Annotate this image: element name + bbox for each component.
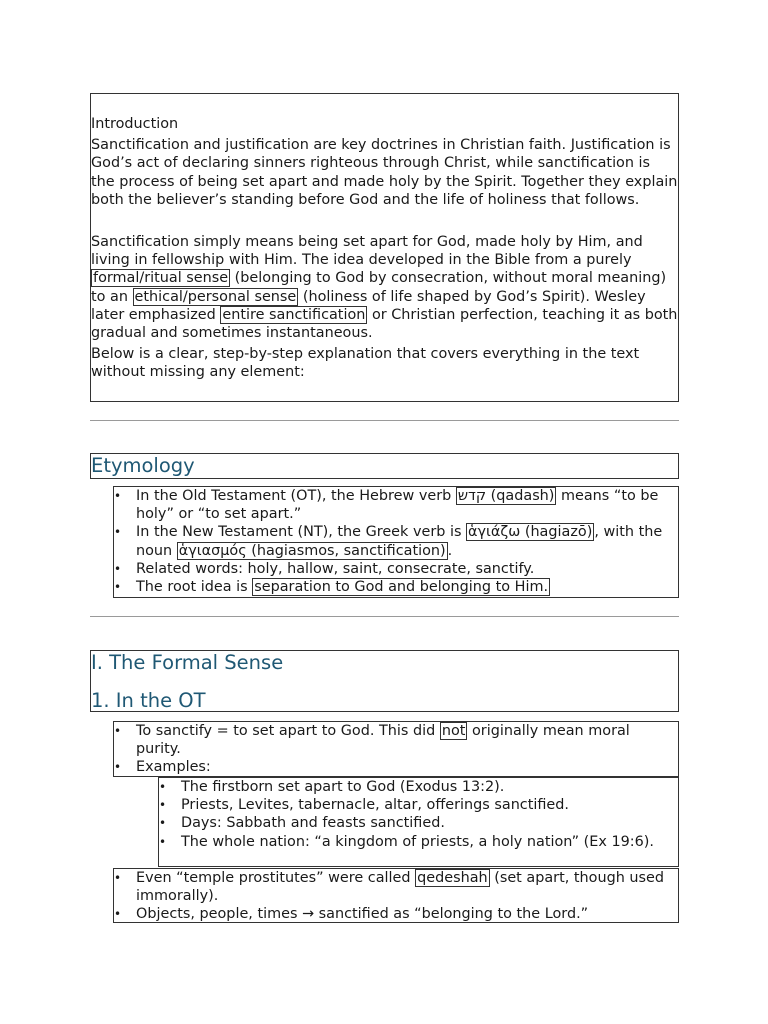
list-item: • Days: Sabbath and feasts sanctified. — [159, 814, 678, 832]
etymology-heading-box — [90, 453, 679, 479]
intro-paragraph-2: Sanctification simply means being set apart for God, made holy by Him, and living in fellowship with Him. The idea developed in the Bible from a purely formal/ritual sense (belonging to God by consecration, without moral meaning) to an ethical/personal sense (holiness of life shaped by God’s Spirit). Wesley later emphasized entire sanctification or Christian perfection, teaching it as both gradual and sometimes instantaneous. — [91, 234, 678, 342]
examples-list — [159, 778, 678, 851]
list-item: • Even “temple prostitutes” were called qedeshah (set apart, though used immorally). — [114, 869, 678, 905]
formal-list-box-2 — [113, 868, 679, 923]
list-item: • In the New Testament (NT), the Greek verb is ἁγιάζω (hagiazō) , with the noun ἁγιασμός (hagiasmos, sanctification) . — [114, 523, 678, 559]
list-item: • Priests, Levites, tabernacle, altar, offerings sanctified. — [159, 796, 678, 814]
etymology-heading: Etymology — [91, 454, 195, 477]
highlight-qadash: קדש (qadash) — [457, 488, 555, 504]
highlight-formal-ritual: formal/ritual sense — [93, 270, 229, 287]
etymology-list-box — [113, 486, 679, 598]
formal-list — [114, 722, 678, 777]
list-item: • Examples: — [114, 758, 678, 776]
intro-paragraph-1: Sanctification and justification are key doctrines in Christian faith. Justification is God’s act of declaring sinners righteous through Christ, while sanctification is the process of being set apart and made holy by the Spirit. Together they explain both the believer’s standing before God and the life of holiness that follows. — [91, 137, 678, 208]
formal-sense-heading-box — [90, 650, 679, 712]
list-item: • The whole nation: “a kingdom of priests, a holy nation” (Ex 19:6). — [159, 833, 678, 851]
list-item: • The root idea is separation to God and belonging to Him. — [114, 578, 678, 596]
introduction-section — [90, 93, 679, 402]
highlight-root-idea: separation to God and belonging to Him. — [254, 579, 549, 596]
highlight-not: not — [441, 723, 466, 739]
formal-list-box-1 — [113, 721, 679, 777]
highlight-entire-sanctification: entire sanctification — [222, 306, 366, 323]
highlight-ethical-personal: ethical/personal sense — [134, 288, 297, 305]
etymology-list — [114, 487, 678, 596]
highlight-qedeshah: qedeshah — [417, 870, 488, 886]
list-item: • In the Old Testament (OT), the Hebrew verb קדש (qadash) means “to be holy” or “to set apart.” — [114, 487, 678, 523]
list-item: • The firstborn set apart to God (Exodus 13:2). — [159, 778, 678, 796]
document-page — [90, 93, 679, 923]
list-item: • Objects, people, times → sanctified as “belonging to the Lord.” — [114, 905, 678, 923]
list-item: • To sanctify = to set apart to God. This did not originally mean moral purity. — [114, 722, 678, 758]
examples-list-box — [158, 777, 679, 867]
formal-list-continued — [114, 869, 678, 924]
divider — [90, 420, 679, 421]
intro-paragraph-3: Below is a clear, step-by-step explanation that covers everything in the text without missing any element: — [91, 346, 640, 381]
ot-subheading: 1. In the OT — [91, 689, 206, 712]
highlight-hagiasmos: ἁγιασμός (hagiasmos, sanctification) — [178, 542, 446, 559]
divider — [90, 616, 679, 617]
intro-heading: Introduction — [91, 116, 179, 132]
list-item: • Related words: holy, hallow, saint, consecrate, sanctify. — [114, 560, 678, 578]
highlight-hagiazo: ἁγιάζω (hagiazō) — [468, 524, 593, 541]
formal-sense-heading: I. The Formal Sense — [91, 651, 284, 674]
